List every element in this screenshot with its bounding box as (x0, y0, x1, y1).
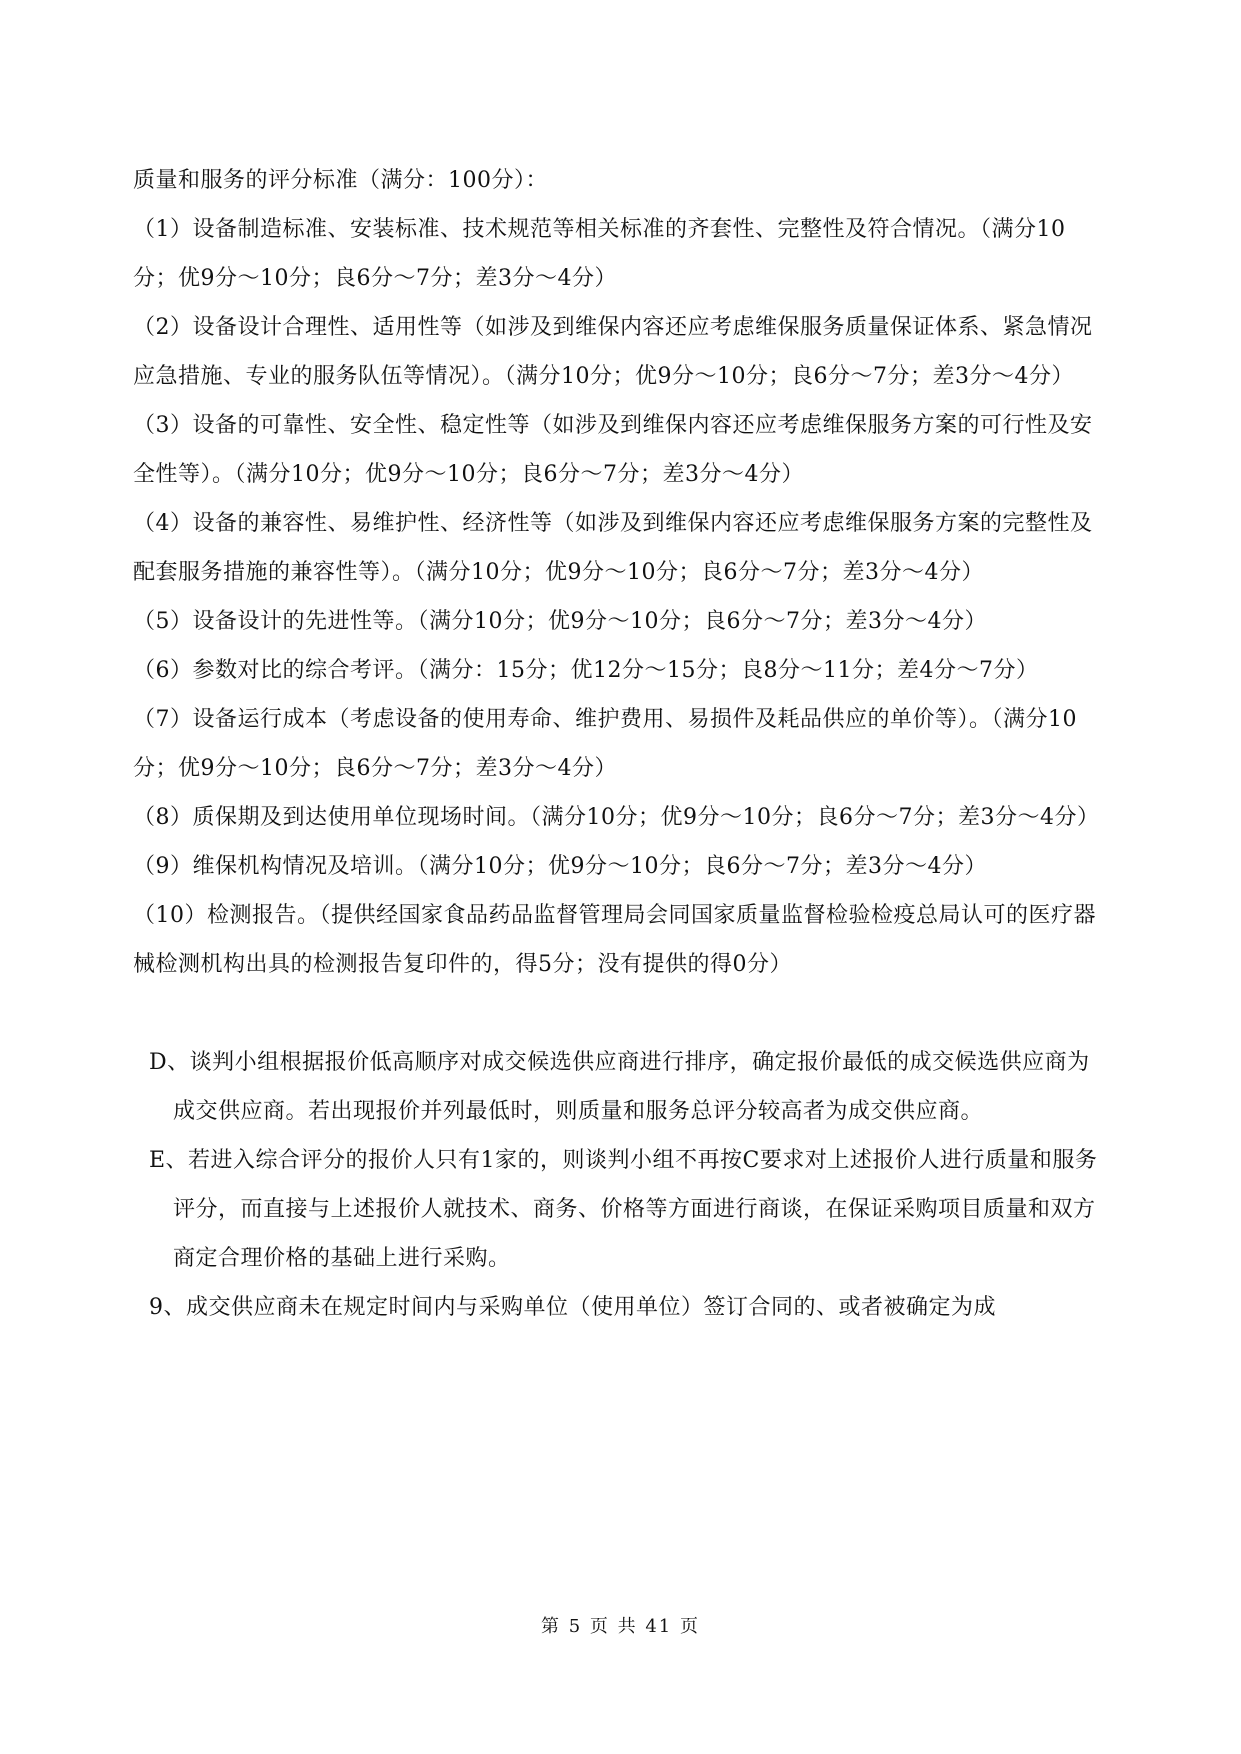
intro-paragraph: 质量和服务的评分标准（满分：100分）： (133, 168, 548, 193)
criterion-9: （9）维保机构情况及培训。（满分10分；优9分～10分；良6分～7分；差3分～4分） (133, 854, 987, 879)
criterion-1: （1）设备制造标准、安装标准、技术规范等相关标准的齐套性、完整性及符合情况。（满分10分；优9分～10分；良6分～7分；差3分～4分） (133, 217, 1066, 291)
criterion-4: （4）设备的兼容性、易维护性、经济性等（如涉及到维保内容还应考虑维保服务方案的完整性及配套服务措施的兼容性等）。（满分10分；优9分～10分；良6分～7分；差3分～4分） (133, 511, 1093, 585)
clause-9: 9、成交供应商未在规定时间内与采购单位（使用单位）签订合同的、或者被确定为成 (149, 1295, 996, 1320)
clause-e: E、若进入综合评分的报价人只有1家的，则谈判小组不再按C要求对上述报价人进行质量和服务评分，而直接与上述报价人就技术、商务、价格等方面进行商谈，在保证采购项目质量和双方商定合理价格的基础上进行采购。 (149, 1148, 1098, 1271)
criterion-3: （3）设备的可靠性、安全性、稳定性等（如涉及到维保内容还应考虑维保服务方案的可行性及安全性等）。（满分10分；优9分～10分；良6分～7分；差3分～4分） (133, 413, 1093, 487)
criterion-10: （10）检测报告。（提供经国家食品药品监督管理局会同国家质量监督检验检疫总局认可的医疗器械检测机构出具的检测报告复印件的，得5分；没有提供的得0分） (133, 903, 1096, 977)
criterion-6: （6）参数对比的综合考评。（满分：15分；优12分～15分；良8分～11分；差4分～7分） (133, 658, 1039, 683)
criterion-7: （7）设备运行成本（考虑设备的使用寿命、维护费用、易损件及耗品供应的单价等）。（满分10分；优9分～10分；良6分～7分；差3分～4分） (133, 707, 1077, 781)
paragraph-spacer (133, 989, 1098, 1038)
criterion-8: （8）质保期及到达使用单位现场时间。（满分10分；优9分～10分；良6分～7分；差3分～4分） (133, 805, 1100, 830)
body-text (133, 156, 1098, 1332)
page-number-footer: 第 5 页 共 41 页 (541, 1616, 700, 1637)
criterion-5: （5）设备设计的先进性等。（满分10分；优9分～10分；良6分～7分；差3分～4分） (133, 609, 987, 634)
clause-d: D、谈判小组根据报价低高顺序对成交候选供应商进行排序，确定报价最低的成交候选供应商为成交供应商。若出现报价并列最低时，则质量和服务总评分较高者为成交供应商。 (149, 1050, 1090, 1124)
criterion-2: （2）设备设计合理性、适用性等（如涉及到维保内容还应考虑维保服务质量保证体系、紧急情况应急措施、专业的服务队伍等情况）。（满分10分；优9分～10分；良6分～7分；差3分～4分） (133, 315, 1093, 389)
